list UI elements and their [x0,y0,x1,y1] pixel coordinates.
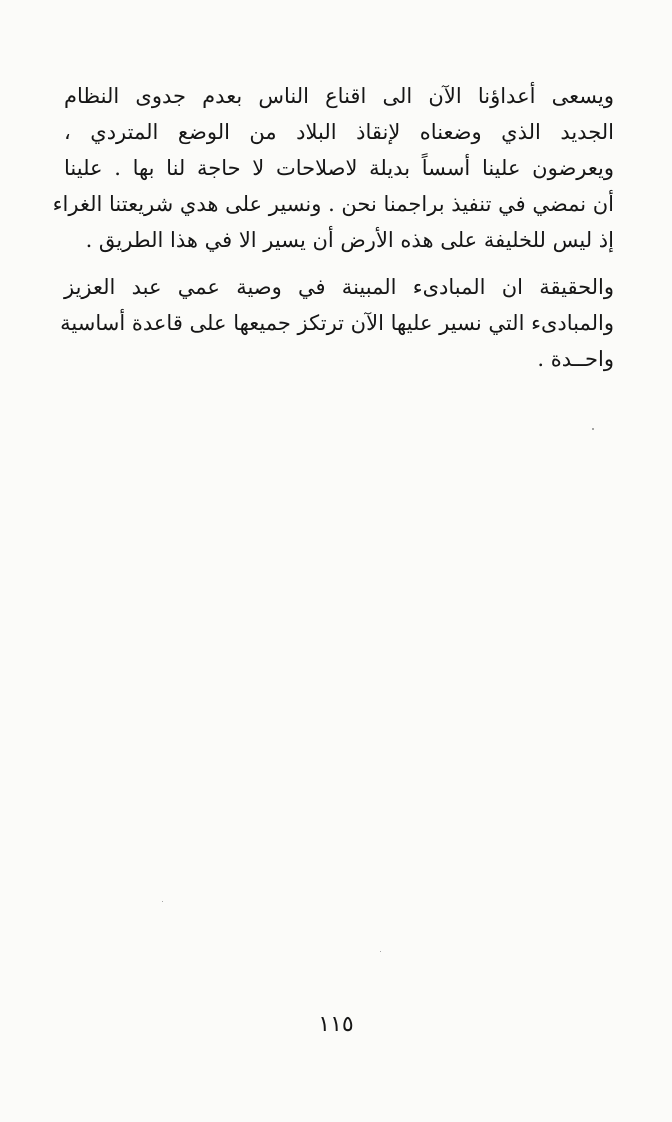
page-body-text [52,78,614,377]
text-line: واحــدة . [537,347,614,371]
page-number: ١١٥ [318,1012,354,1037]
paragraph-1 [52,78,614,258]
paper-speck [380,951,381,952]
text-line: ويعرضون علينا أسساً بديلة لاصلاحات لا حاجة لنا بها . علينا [64,156,614,180]
text-line: والمبادىء التي نسير عليها الآن ترتكز جميعها على قاعدة أساسية [60,311,614,335]
text-line: ويسعى أعداؤنا الآن الى اقناع الناس بعدم جدوى النظام [64,84,614,108]
text-line: والحقيقة ان المبادىء المبينة في وصية عمي عبد العزيز [64,275,614,299]
text-line: أن نمضي في تنفيذ براجمنا نحن . ونسير على هدي شريعتنا الغراء [52,192,614,216]
text-line: الجديد الذي وضعناه لإنقاذ البلاد من الوضع المتردي ، [64,120,614,144]
paper-speck [162,901,163,902]
paper-speck [592,428,594,430]
text-line: إذ ليس للخليفة على هذه الأرض أن يسير الا في هذا الطريق . [85,228,614,252]
paragraph-2 [60,269,614,377]
